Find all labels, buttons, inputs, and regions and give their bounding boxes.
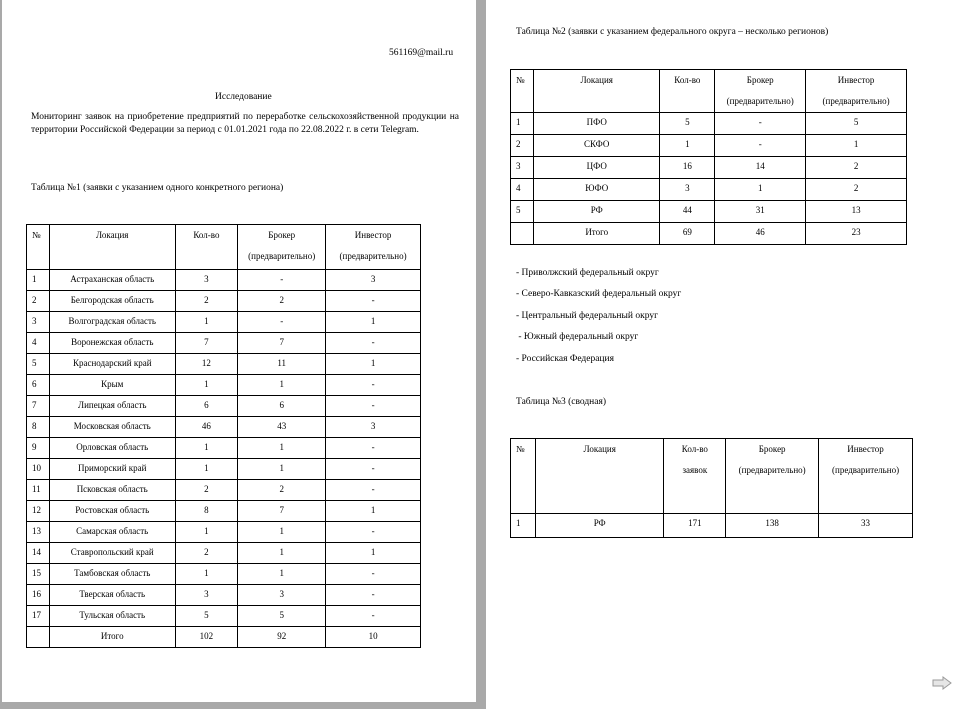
table-row [27,438,421,459]
header-count: Кол-во [660,70,715,113]
cell-broker: 1 [238,438,326,459]
cell-num [511,223,534,245]
cell-broker: - [715,113,806,135]
header-location: Локация [49,225,175,270]
cell-count: 5 [660,113,715,135]
cell-investor: 23 [806,223,907,245]
cell-num: 17 [27,606,50,627]
table-row [27,396,421,417]
cell-investor: - [326,291,421,312]
total-label: Итого [49,627,175,648]
cell-location: Орловская область [49,438,175,459]
cell-num [27,627,50,648]
cell-count: 102 [175,627,238,648]
document-page-2 [486,0,964,709]
cell-investor: 5 [806,113,907,135]
cell-count: 69 [660,223,715,245]
cell-location: ЦФО [533,157,660,179]
cell-count: 1 [660,135,715,157]
cell-broker: 43 [238,417,326,438]
cell-broker: 6 [238,396,326,417]
cell-location: Самарская область [49,522,175,543]
cell-investor: - [326,585,421,606]
header-num: № [511,70,534,113]
cell-location: Ставропольский край [49,543,175,564]
cell-investor: 13 [806,201,907,223]
cell-location: СКФО [533,135,660,157]
cell-investor: 10 [326,627,421,648]
header-broker: Брокер (предварительно) [726,439,819,514]
cell-location: РФ [535,514,664,538]
cell-broker: 92 [238,627,326,648]
cell-num: 4 [511,179,534,201]
cell-num: 5 [511,201,534,223]
cell-num: 4 [27,333,50,354]
cell-location: Тульская область [49,606,175,627]
header-investor: Инвестор (предварительно) [819,439,913,514]
table-row [511,157,907,179]
header-broker: Брокер (предварительно) [238,225,326,270]
cell-broker: 1 [238,522,326,543]
intro-paragraph: Мониторинг заявок на приобретение предприятий по переработке сельскохозяйственной продукции на территории Российской Федерации за период с 01.01.2021 года по 22.08.2022 г. в сети Telegram. [31,112,459,135]
cell-broker: 2 [238,291,326,312]
email-text: 561169@mail.ru [389,48,454,58]
cell-count: 44 [660,201,715,223]
cell-broker: 46 [715,223,806,245]
table-row [511,514,913,538]
header-broker: Брокер (предварительно) [715,70,806,113]
cell-location: Приморский край [49,459,175,480]
cell-investor: - [326,333,421,354]
table2-caption: Таблица №2 (заявки с указанием федерального округа – несколько регионов) [516,27,829,37]
cell-investor: 3 [326,417,421,438]
table-row [27,270,421,291]
header-location: Локация [535,439,664,514]
cell-location: Астраханская область [49,270,175,291]
total-row [511,223,907,245]
cell-count: 1 [175,375,238,396]
table3-caption: Таблица №3 (сводная) [516,397,607,407]
cell-investor: 33 [819,514,913,538]
cell-num: 13 [27,522,50,543]
table-row [511,201,907,223]
cell-count: 3 [660,179,715,201]
header-location: Локация [533,70,660,113]
cell-num: 1 [511,514,536,538]
cell-location: Тверская область [49,585,175,606]
table-1 [26,224,421,648]
cell-num: 1 [511,113,534,135]
cell-num: 6 [27,375,50,396]
cell-investor: 2 [806,157,907,179]
table-row [27,606,421,627]
cell-location: Ростовская область [49,501,175,522]
header-num: № [27,225,50,270]
cell-investor: 1 [326,312,421,333]
table-row [27,333,421,354]
cell-investor: 1 [806,135,907,157]
table-row [27,543,421,564]
cell-investor: - [326,564,421,585]
district-item: - Центральный федеральный округ [516,311,658,321]
table-row [27,501,421,522]
table-row [27,417,421,438]
cell-broker: 138 [726,514,819,538]
cell-count: 5 [175,606,238,627]
table-row [27,480,421,501]
document-page-1 [2,0,476,702]
cell-count: 3 [175,585,238,606]
cell-location: Белгородская область [49,291,175,312]
table-row [27,354,421,375]
cell-investor: - [326,459,421,480]
cell-num: 11 [27,480,50,501]
table1-caption: Таблица №1 (заявки с указанием одного конкретного региона) [31,183,284,193]
cell-broker: 1 [715,179,806,201]
cell-count: 12 [175,354,238,375]
cell-location: Крым [49,375,175,396]
cell-count: 7 [175,333,238,354]
cell-num: 9 [27,438,50,459]
header-count: Кол-во заявок [664,439,726,514]
cell-num: 3 [511,157,534,179]
cell-count: 171 [664,514,726,538]
cell-count: 2 [175,291,238,312]
cell-count: 16 [660,157,715,179]
district-item: - Северо-Кавказский федеральный округ [516,289,682,299]
cell-broker: 7 [238,333,326,354]
cell-location: ПФО [533,113,660,135]
document-heading: Исследование [215,92,272,102]
cell-count: 6 [175,396,238,417]
cell-count: 3 [175,270,238,291]
cell-investor: 1 [326,543,421,564]
cell-broker: 14 [715,157,806,179]
cell-broker: 1 [238,543,326,564]
cell-investor: 2 [806,179,907,201]
cell-num: 10 [27,459,50,480]
cell-num: 2 [27,291,50,312]
cell-location: Краснодарский край [49,354,175,375]
table-row [27,585,421,606]
cell-investor: 1 [326,501,421,522]
cell-count: 2 [175,543,238,564]
header-investor: Инвестор (предварительно) [806,70,907,113]
cell-num: 12 [27,501,50,522]
header-num: № [511,439,536,514]
cell-num: 14 [27,543,50,564]
total-label: Итого [533,223,660,245]
cell-num: 16 [27,585,50,606]
header-investor: Инвестор (предварительно) [326,225,421,270]
table-row [27,291,421,312]
cell-broker: 2 [238,480,326,501]
cell-broker: - [238,312,326,333]
table-row [27,375,421,396]
table-row [511,179,907,201]
header-count: Кол-во [175,225,238,270]
table-row [511,113,907,135]
cell-broker: 7 [238,501,326,522]
cell-count: 1 [175,564,238,585]
cell-investor: - [326,375,421,396]
cell-num: 2 [511,135,534,157]
cell-num: 7 [27,396,50,417]
cell-investor: - [326,480,421,501]
table-row [27,564,421,585]
total-row [27,627,421,648]
table-row [27,312,421,333]
cell-count: 8 [175,501,238,522]
cell-count: 46 [175,417,238,438]
cell-num: 3 [27,312,50,333]
cell-broker: 1 [238,375,326,396]
district-item: - Приволжский федеральный округ [516,268,659,278]
cell-broker: 1 [238,459,326,480]
arrow-right-icon[interactable] [932,676,952,690]
cell-broker: 5 [238,606,326,627]
cell-num: 15 [27,564,50,585]
cell-broker: 31 [715,201,806,223]
cell-location: Московская область [49,417,175,438]
table-row [27,522,421,543]
table-3 [510,438,913,538]
table-row [511,135,907,157]
cell-broker: - [715,135,806,157]
cell-location: Тамбовская область [49,564,175,585]
cell-investor: 3 [326,270,421,291]
cell-investor: - [326,522,421,543]
cell-investor: 1 [326,354,421,375]
cell-broker: 3 [238,585,326,606]
cell-investor: - [326,438,421,459]
cell-location: Липецкая область [49,396,175,417]
cell-broker: 11 [238,354,326,375]
cell-count: 1 [175,438,238,459]
cell-location: РФ [533,201,660,223]
table-row [27,459,421,480]
cell-broker: 1 [238,564,326,585]
district-item: - Южный федеральный округ [516,332,639,342]
cell-location: Волгоградская область [49,312,175,333]
cell-broker: - [238,270,326,291]
cell-count: 2 [175,480,238,501]
table-2 [510,69,907,245]
cell-num: 8 [27,417,50,438]
district-item: - Российская Федерация [516,354,614,364]
cell-location: Псковская область [49,480,175,501]
cell-num: 5 [27,354,50,375]
cell-location: ЮФО [533,179,660,201]
cell-investor: - [326,396,421,417]
cell-count: 1 [175,459,238,480]
cell-num: 1 [27,270,50,291]
cell-investor: - [326,606,421,627]
cell-count: 1 [175,312,238,333]
cell-count: 1 [175,522,238,543]
cell-location: Воронежская область [49,333,175,354]
